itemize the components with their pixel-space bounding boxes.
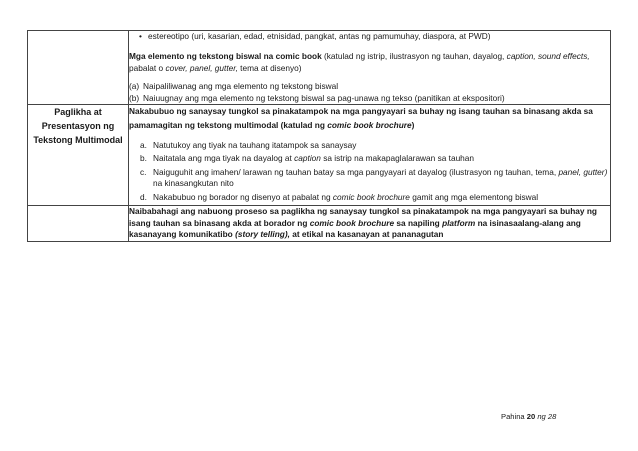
list-text: Naiuugnay ang mga elemento ng tekstong biswal sa pag-unawa ng tekso (panitikan at ekspositori) bbox=[143, 92, 505, 103]
table-row bbox=[28, 105, 611, 206]
list-text: Naitatala ang mga tiyak na dayalog at caption sa istrip na makapaglalarawan sa tauhan bbox=[153, 153, 475, 164]
list-item bbox=[129, 93, 610, 104]
domain-label-cell bbox=[28, 105, 129, 206]
list-marker: (a) bbox=[129, 81, 140, 92]
table-row bbox=[28, 31, 611, 105]
list-text: Natutukoy ang tiyak na tauhang itatampok sa sanaysay bbox=[153, 140, 357, 151]
list-marker: a. bbox=[140, 140, 147, 151]
heading-text: ) bbox=[411, 119, 415, 130]
list-text: Nakabubuo ng borador ng disenyo at pabalat ng comic book brochure gamit ang mga elementong biswal bbox=[153, 191, 539, 202]
list-marker: d. bbox=[140, 191, 147, 202]
sub-list bbox=[129, 81, 610, 104]
content-cell-competency bbox=[129, 105, 611, 206]
list-text: Naipaliliwanag ang mga elemento ng tekstong biswal bbox=[143, 81, 339, 92]
list-text: Naiguguhit ang imahen/ larawan ng tauhan batay sa mga pangyayari at dayalog (ilustrasyon ng tauhan, tema, panel, gutter) na kinasangkutan nito bbox=[153, 166, 608, 189]
list-marker: (b) bbox=[129, 92, 140, 103]
para-italic: caption, sound effects, bbox=[506, 51, 590, 62]
current-page: 20 bbox=[526, 412, 536, 421]
list-item bbox=[129, 140, 610, 151]
competency-heading bbox=[129, 105, 610, 132]
left-cell-empty bbox=[28, 31, 129, 105]
heading-italic: comic book brochure bbox=[327, 119, 412, 130]
left-cell-empty bbox=[28, 206, 129, 242]
heading-text: Nakabubuo ng sanaysay tungkol sa pinakatampok na mga pangyayari sa buhay ng isang tauhan sa binasang akda sa pamamagitan ng tekstong multimodal (katulad ng bbox=[129, 106, 593, 130]
page-number: Pahina 20 ng 28 bbox=[501, 412, 557, 421]
list-marker: c. bbox=[140, 166, 147, 177]
curriculum-table bbox=[27, 30, 611, 242]
list-item bbox=[129, 153, 610, 164]
content-cell-elements bbox=[129, 31, 611, 105]
list-item bbox=[129, 167, 610, 190]
para-text: (katulad ng istrip, ilustrasyon ng tauhan, dayalog, bbox=[321, 51, 507, 62]
table-row bbox=[28, 206, 611, 242]
bullet-icon: • bbox=[139, 31, 142, 41]
domain-label-line: Presentasyon ng bbox=[41, 121, 115, 132]
para-text: tema at disenyo) bbox=[237, 62, 302, 73]
para-bold: Mga elemento ng tekstong biswal na comic book bbox=[129, 51, 322, 62]
list-item bbox=[129, 192, 610, 203]
domain-label-line: Paglikha at bbox=[54, 107, 102, 118]
para-italic: cover, panel, gutter, bbox=[165, 62, 238, 73]
list-item bbox=[129, 31, 610, 42]
elements-paragraph bbox=[129, 51, 610, 74]
content-cell-sharing: Naibabahagi ang nabuong proseso sa paglikha ng sanaysay tungkol sa pinakatampok na mga pangyayari sa buhay ng isang tauhan sa binasang akda at borador ng comic book brochure sa napiling platform na isinasaalang-alang ang kasanayang komunikatibo (story telling), at etikal na kasanayan at pananagutan bbox=[129, 206, 611, 242]
domain-label-line: Tekstong Multimodal bbox=[33, 135, 123, 146]
total-pages: ng 28 bbox=[535, 412, 557, 421]
para-text: pabalat o bbox=[129, 62, 166, 73]
list-marker: b. bbox=[140, 153, 147, 164]
list-item bbox=[129, 81, 610, 92]
bullet-text: estereotipo (uri, kasarian, edad, etnisidad, pangkat, antas ng pamumuhay, diaspora, at PWD) bbox=[148, 31, 491, 41]
